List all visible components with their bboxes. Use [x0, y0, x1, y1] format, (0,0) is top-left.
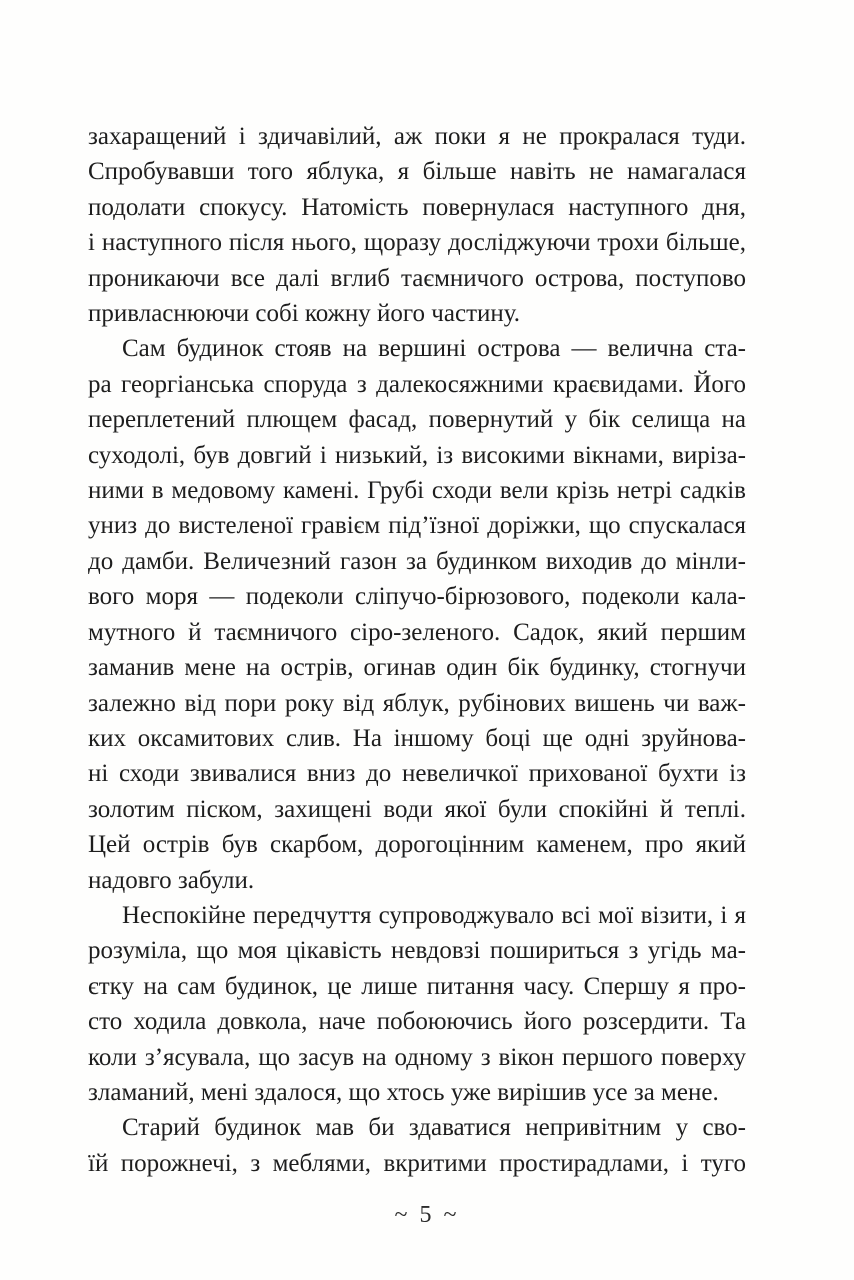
text-line: ні сходи звивалися вниз до невеличкої прихованої бухти із — [88, 760, 746, 788]
text-line: захаращений і здичавілий, аж поки я не прокралася туди. — [88, 123, 746, 150]
text-line: Цей острів був скарбом, дорогоцінним каменем, про який — [88, 831, 746, 859]
page-number: ~ 5 ~ — [394, 1202, 460, 1228]
page-text — [88, 119, 746, 1181]
text-line: униз до вистеленої гравієм під’їзної доріжки, що спускалася — [88, 512, 746, 540]
text-line: вого моря — подеколи сліпучо-бірюзового, подеколи кала- — [88, 583, 746, 611]
text-line: до дамби. Величезний газон за будинком виходив до мінли- — [88, 547, 746, 575]
text-line: розуміла, що моя цікавість невдовзі пошириться з угідь ма- — [88, 937, 746, 965]
text-line: мутного й таємничого сіро-зеленого. Садок, який першим — [88, 618, 746, 646]
text-line: проникаючи все далі вглиб таємничого острова, поступово — [88, 264, 746, 292]
text-line: Сам будинок стояв на вершині острова — велична ста- — [122, 335, 746, 363]
text-line: привласнюючи собі кожну його частину. — [88, 300, 521, 328]
text-line: ними в медовому камені. Грубі сходи вели крізь нетрі садків — [88, 477, 746, 505]
text-line: їй порожнечі, з меблями, вкритими простирадлами, і туго — [88, 1149, 746, 1177]
text-line: надовго забули. — [88, 866, 255, 894]
text-line: Неспокійне передчуття супроводжувало всі мої візити, і я — [122, 901, 746, 929]
text-line: зламаний, мені здалося, що хтось уже вирішив усе за мене. — [88, 1078, 719, 1106]
text-line: заманив мене на острів, огинав один бік будинку, стогнучи — [88, 654, 746, 682]
text-line: єтку на сам будинок, це лише питання часу. Спершу я про- — [88, 972, 746, 1000]
text-line: і наступного після нього, щоразу досліджуючи трохи більше, — [88, 229, 746, 257]
text-line: залежно від пори року від яблук, рубінових вишень чи важ- — [88, 689, 746, 717]
text-line: коли з’ясувала, що засув на одному з вікон першого поверху — [88, 1043, 746, 1071]
text-line: Спробувавши того яблука, я більше навіть не намагалася — [88, 158, 746, 186]
text-line: ра георгіанська споруда з далекосяжними краєвидами. Його — [88, 370, 746, 398]
text-line: Старий будинок мав би здаватися непривітним у сво- — [122, 1114, 746, 1142]
text-line: суходолі, був довгий і низький, із високими вікнами, виріза- — [88, 441, 746, 469]
text-line: переплетений плющем фасад, повернутий у бік селища на — [88, 406, 746, 434]
text-line: подолати спокусу. Натомість повернулася наступного дня, — [88, 193, 746, 221]
text-line: сто ходила довкола, наче побоюючись його розсердити. Та — [88, 1008, 746, 1036]
text-line: ких оксамитових слив. На іншому боці ще одні зруйнова- — [88, 724, 746, 752]
text-line: золотим піском, захищені води якої були спокійні й теплі. — [88, 795, 746, 823]
